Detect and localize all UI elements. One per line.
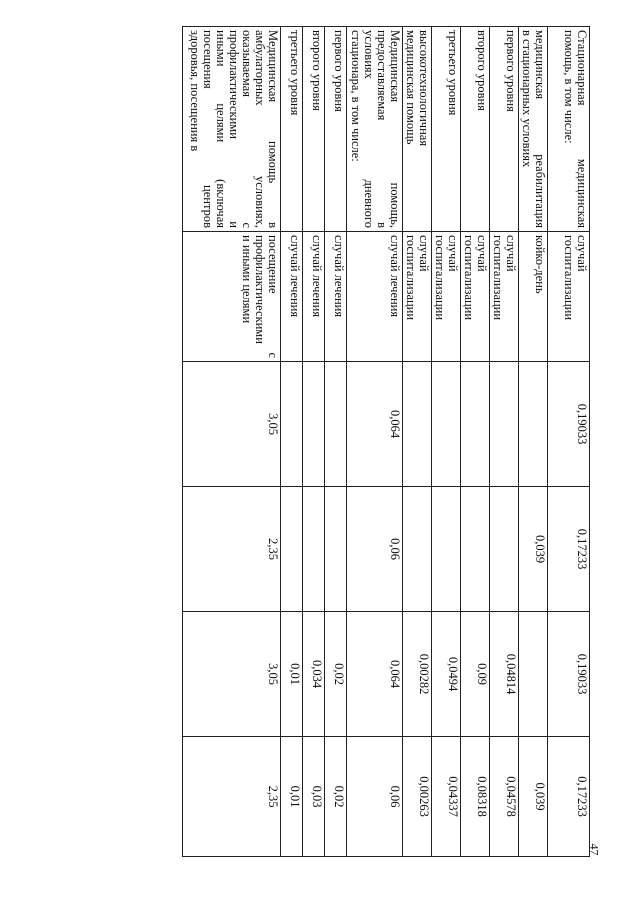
unit-line: случай xyxy=(504,235,518,272)
value-cell: 0,09 xyxy=(461,612,490,737)
value-cell xyxy=(461,362,490,487)
row-name-line: третьего уровня xyxy=(288,30,302,116)
row-name-cell xyxy=(461,27,490,232)
value-cell xyxy=(303,487,325,612)
value-cell xyxy=(490,362,519,487)
value-cell xyxy=(519,612,548,737)
table-row xyxy=(519,27,548,857)
unit-cell xyxy=(461,232,490,362)
row-name-line: стационара, в том числе: xyxy=(349,30,363,162)
unit-cell xyxy=(432,232,461,362)
value-cell xyxy=(519,362,548,487)
value-cell: 0,00282 xyxy=(403,612,432,737)
row-name-line: медицинская помощь xyxy=(404,30,418,145)
row-name-line: высокотехнологичная xyxy=(417,30,431,147)
value-cell xyxy=(325,487,347,612)
row-name-line: посещения центров xyxy=(201,30,215,228)
table-row xyxy=(281,27,303,857)
value-cell: 3,05 xyxy=(183,362,281,487)
row-name-cell xyxy=(303,27,325,232)
page-number: 47 xyxy=(587,843,602,856)
value-cell: 0,039 xyxy=(519,487,548,612)
unit-cell xyxy=(183,232,281,362)
row-name-cell xyxy=(490,27,519,232)
table-row xyxy=(303,27,325,857)
unit-cell xyxy=(519,232,548,362)
value-cell: 0,06 xyxy=(347,737,403,857)
row-name-cell xyxy=(183,27,281,232)
row-name-line: первого уровня xyxy=(504,30,518,112)
value-cell: 0,17233 xyxy=(548,737,590,857)
unit-line: случай xyxy=(417,235,431,272)
row-name-cell xyxy=(347,27,403,232)
value-cell xyxy=(303,362,325,487)
table-row xyxy=(325,27,347,857)
row-name-cell xyxy=(432,27,461,232)
unit-line: койко-день xyxy=(533,235,547,294)
medical-care-volume-table xyxy=(182,26,590,857)
value-cell: 0,064 xyxy=(347,362,403,487)
table-row xyxy=(183,27,281,857)
unit-line: случай xyxy=(475,235,489,272)
value-cell: 0,04578 xyxy=(490,737,519,857)
unit-cell xyxy=(281,232,303,362)
value-cell: 2,35 xyxy=(183,487,281,612)
rotated-page xyxy=(2,26,590,856)
unit-line: госпитализации xyxy=(462,235,476,321)
unit-cell xyxy=(403,232,432,362)
unit-line: случай лечения xyxy=(310,235,324,318)
row-name-line: третьего уровня xyxy=(446,30,460,116)
table-row xyxy=(403,27,432,857)
unit-cell xyxy=(303,232,325,362)
unit-cell xyxy=(548,232,590,362)
row-name-line: в стационарных условиях xyxy=(520,30,534,168)
unit-cell xyxy=(490,232,519,362)
table-row xyxy=(548,27,590,857)
row-name-line: Медицинская помощь в xyxy=(266,30,280,228)
unit-line: случай лечения xyxy=(388,235,402,318)
value-cell: 0,02 xyxy=(325,612,347,737)
row-name-line: второго уровня xyxy=(475,30,489,111)
unit-line: и иными целями xyxy=(240,235,254,324)
row-name-line: предоставляемая в xyxy=(375,30,389,228)
unit-line: госпитализации xyxy=(404,235,418,321)
value-cell: 0,064 xyxy=(347,612,403,737)
row-name-line: здоровья, посещения в xyxy=(188,30,202,152)
row-name-line: помощь, в том числе: xyxy=(562,30,576,144)
row-name-line: медицинская реабилитация xyxy=(533,30,547,228)
row-name-line: условиях дневного xyxy=(362,30,376,228)
unit-line: госпитализации xyxy=(491,235,505,321)
value-cell: 0,039 xyxy=(519,737,548,857)
unit-line: случай лечения xyxy=(332,235,346,318)
value-cell xyxy=(432,487,461,612)
value-cell: 0,02 xyxy=(325,737,347,857)
value-cell: 0,08318 xyxy=(461,737,490,857)
unit-line: госпитализации xyxy=(433,235,447,321)
value-cell xyxy=(490,487,519,612)
value-cell xyxy=(281,362,303,487)
row-name-line: первого уровня xyxy=(332,30,346,112)
unit-cell xyxy=(347,232,403,362)
value-cell: 0,19033 xyxy=(548,362,590,487)
value-cell xyxy=(403,487,432,612)
row-name-line: профилактическими и xyxy=(227,30,241,228)
value-cell: 0,01 xyxy=(281,612,303,737)
row-name-cell xyxy=(281,27,303,232)
unit-line: случай лечения xyxy=(288,235,302,318)
value-cell: 3,05 xyxy=(183,612,281,737)
value-cell xyxy=(461,487,490,612)
value-cell xyxy=(432,362,461,487)
value-cell: 0,034 xyxy=(303,612,325,737)
row-name-line: Стационарная медицинская xyxy=(575,30,589,228)
row-name-line: амбулаторных условиях, xyxy=(253,30,267,228)
value-cell: 0,17233 xyxy=(548,487,590,612)
unit-line: случай xyxy=(446,235,460,272)
value-cell: 2,35 xyxy=(183,737,281,857)
row-name-cell xyxy=(325,27,347,232)
row-name-cell xyxy=(403,27,432,232)
row-name-cell xyxy=(548,27,590,232)
unit-line: госпитализации xyxy=(562,235,576,321)
value-cell: 0,04337 xyxy=(432,737,461,857)
value-cell xyxy=(403,362,432,487)
value-cell xyxy=(325,362,347,487)
table-row xyxy=(461,27,490,857)
value-cell: 0,00263 xyxy=(403,737,432,857)
row-name-line: второго уровня xyxy=(310,30,324,111)
value-cell: 0,19033 xyxy=(548,612,590,737)
table-row xyxy=(490,27,519,857)
table-row xyxy=(347,27,403,857)
value-cell: 0,06 xyxy=(347,487,403,612)
value-cell: 0,04814 xyxy=(490,612,519,737)
unit-line: случай xyxy=(575,235,589,272)
value-cell: 0,03 xyxy=(303,737,325,857)
table-row xyxy=(432,27,461,857)
row-name-line: иными целями (включая xyxy=(214,30,228,228)
row-name-cell xyxy=(519,27,548,232)
value-cell: 0,01 xyxy=(281,737,303,857)
unit-cell xyxy=(325,232,347,362)
row-name-line: оказываемая с xyxy=(240,30,254,228)
unit-line: посещение с xyxy=(266,235,280,358)
unit-line: профилактическими xyxy=(253,235,267,344)
value-cell: 0,0494 xyxy=(432,612,461,737)
table-body xyxy=(183,27,590,857)
row-name-line: Медицинская помощь, xyxy=(388,30,402,228)
value-cell xyxy=(281,487,303,612)
